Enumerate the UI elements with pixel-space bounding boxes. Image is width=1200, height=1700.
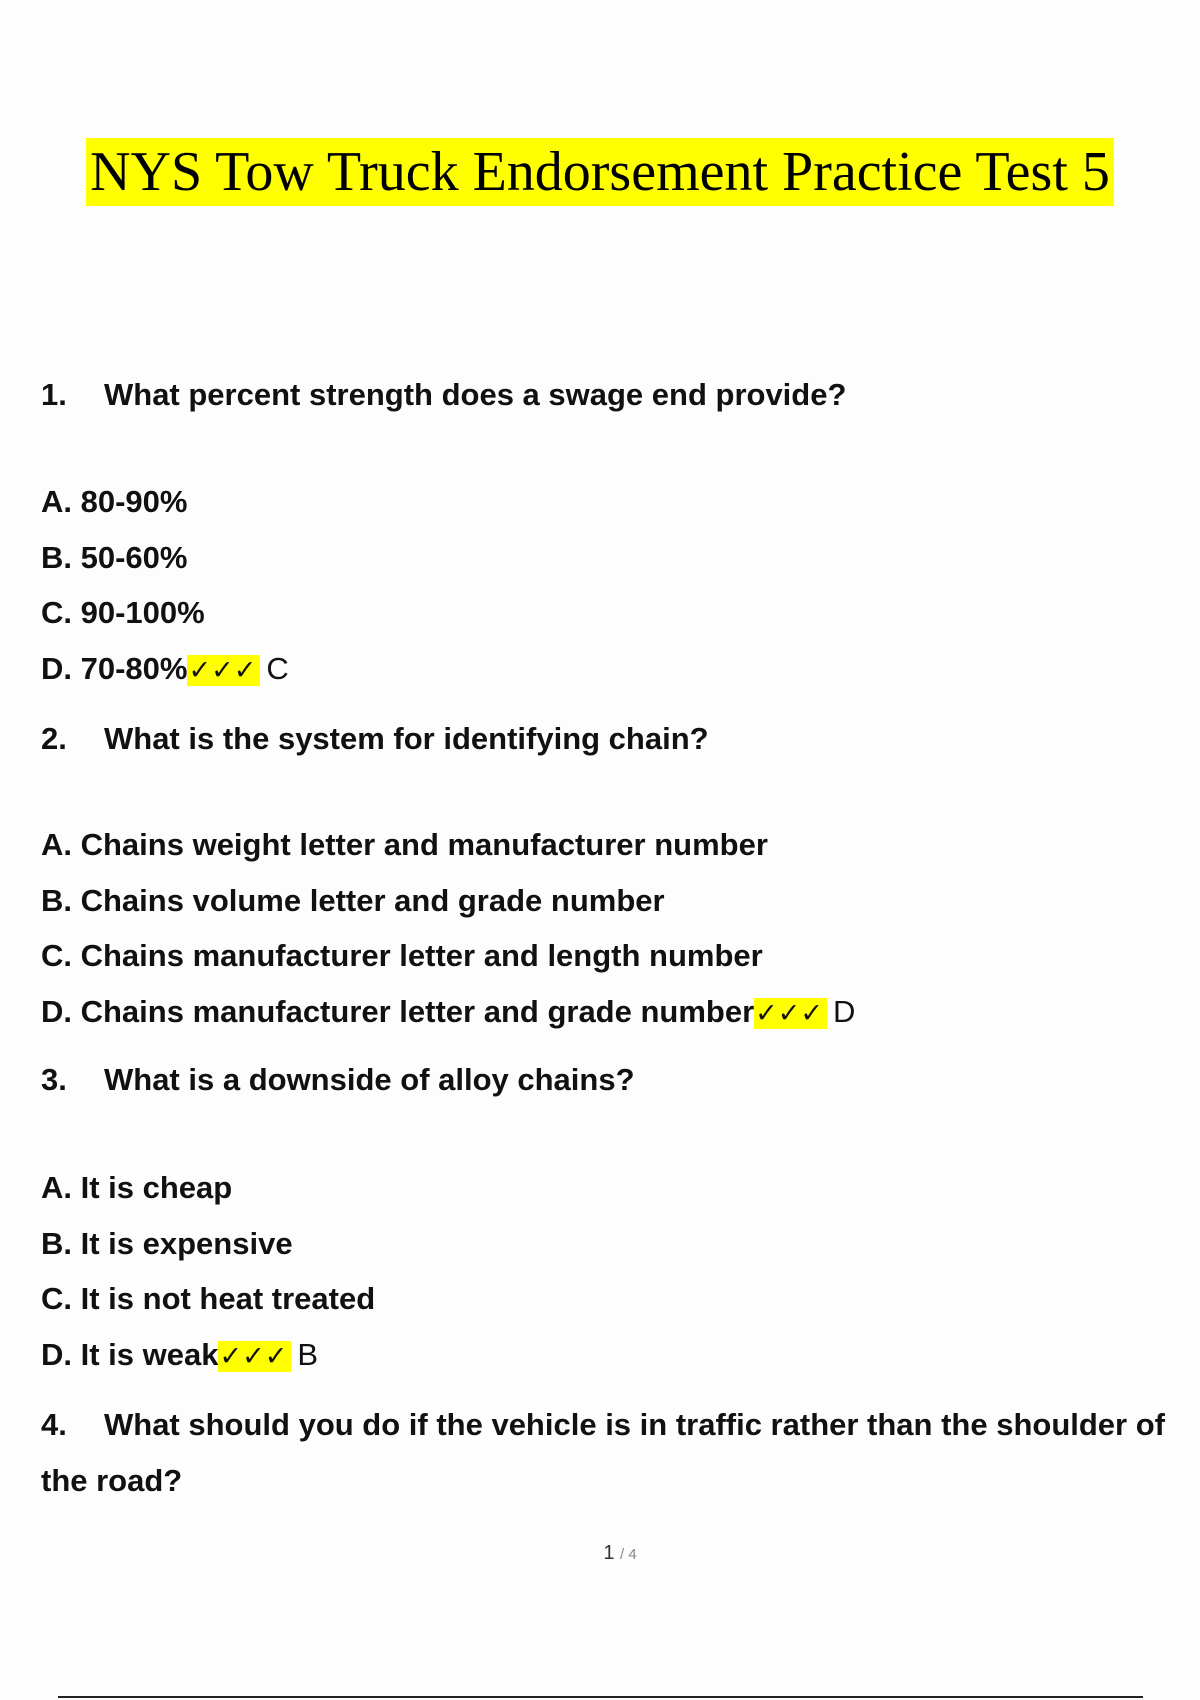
page-number (0, 1542, 1200, 1565)
option-1c (41, 593, 205, 633)
question-2 (41, 711, 1161, 767)
check-marks: ✓✓✓ (218, 1341, 291, 1372)
page-title: NYS Tow Truck Endorsement Practice Test 5 (86, 138, 1114, 206)
option-1a (41, 482, 187, 522)
question-text: What percent strength does a swage end provide? (104, 377, 847, 412)
correct-answer: C (266, 651, 289, 686)
option-3b (41, 1224, 293, 1264)
option-text: D. 70-80% (41, 651, 188, 686)
question-number: 4. (41, 1407, 67, 1442)
question-text: What is a downside of alloy chains? (104, 1062, 635, 1097)
option-1b (41, 538, 187, 578)
page-current: 1 (603, 1542, 615, 1564)
title-container (0, 138, 1200, 206)
question-text: What is the system for identifying chain? (104, 721, 709, 756)
option-text: A. Chains weight letter and manufacturer number (41, 827, 768, 862)
option-3d (41, 1335, 318, 1377)
option-2d (41, 992, 855, 1034)
option-3a (41, 1168, 232, 1208)
check-marks: ✓✓✓ (754, 998, 827, 1029)
option-text: C. It is not heat treated (41, 1281, 376, 1316)
option-text: B. 50-60% (41, 540, 188, 575)
option-2a (41, 825, 768, 865)
question-1 (41, 367, 1161, 423)
option-text: D. Chains manufacturer letter and grade number (41, 994, 755, 1029)
question-number: 3. (41, 1062, 67, 1097)
correct-answer: D (833, 994, 856, 1029)
question-text: What should you do if the vehicle is in traffic rather than the shoulder of the road? (41, 1407, 1165, 1498)
option-1d (41, 649, 289, 691)
option-text: A. 80-90% (41, 484, 188, 519)
option-3c (41, 1279, 375, 1319)
page-divider (58, 1696, 1143, 1698)
option-2b (41, 881, 665, 921)
question-4 (41, 1397, 1171, 1509)
option-text: C. 90-100% (41, 595, 205, 630)
question-number: 1. (41, 377, 67, 412)
option-text: B. Chains volume letter and grade number (41, 883, 665, 918)
check-marks: ✓✓✓ (187, 655, 260, 686)
option-text: D. It is weak (41, 1337, 219, 1372)
question-number: 2. (41, 721, 67, 756)
page-total: / 4 (620, 1546, 637, 1563)
option-2c (41, 936, 763, 976)
option-text: A. It is cheap (41, 1170, 233, 1205)
correct-answer: B (297, 1337, 319, 1372)
option-text: C. Chains manufacturer letter and length number (41, 938, 763, 973)
question-3 (41, 1052, 1161, 1108)
option-text: B. It is expensive (41, 1226, 293, 1261)
